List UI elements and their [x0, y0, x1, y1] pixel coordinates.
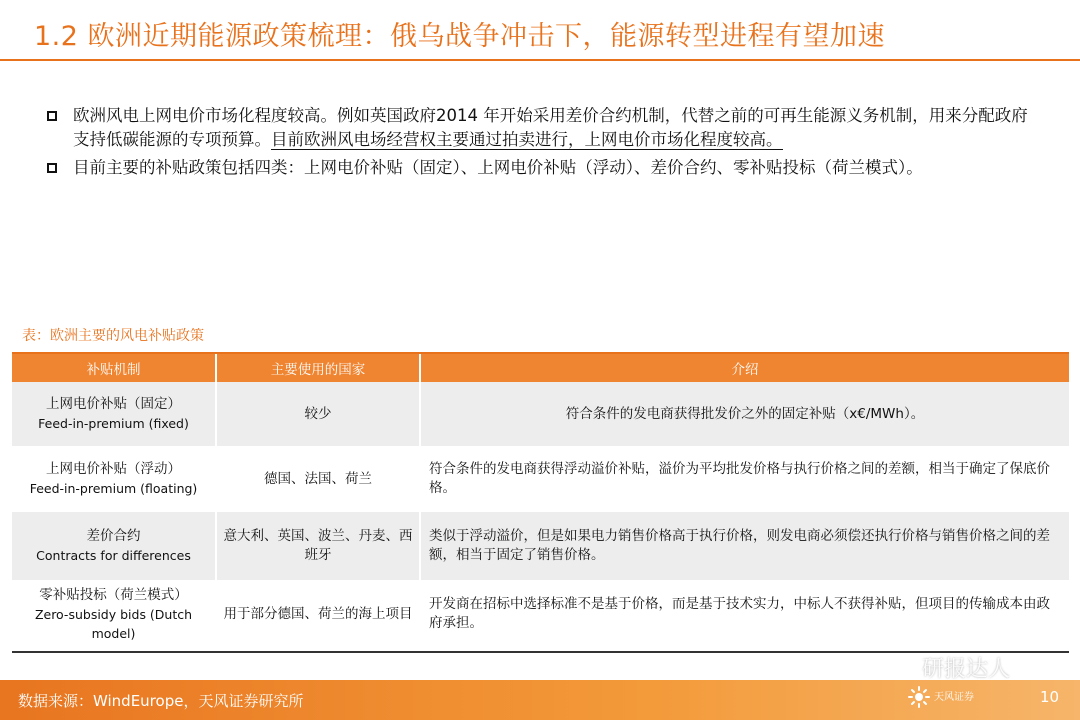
page-number: 10 [1040, 688, 1060, 706]
title-divider [0, 59, 1080, 61]
square-bullet-icon [47, 163, 57, 173]
mechanism-cell [12, 580, 216, 648]
mechanism-en: Zero-subsidy bids (Dutch model) [34, 606, 193, 641]
bullet-item [45, 104, 1035, 152]
table-row [12, 382, 1069, 446]
bullet-text [73, 156, 1035, 180]
table-header-intro: 介绍 [420, 354, 1069, 382]
countries-cell: 用于部分德国、荷兰的海上项目 [216, 580, 420, 648]
bullet-text-part: 欧洲风电上网电价市场化程度较高。例如英国政府2014 年开始采用差价合约机制，代替之前的可再生能源义务机制，用来分配政府支持低碳能源的专项预算。 [73, 106, 1028, 149]
sun-logo-icon [908, 686, 930, 708]
bullet-text-part: 目前主要的补贴政策包括四类：上网电价补贴（固定）、上网电价补贴（浮动）、差价合约、零补贴投标（荷兰模式）。 [73, 158, 923, 177]
table-header-mechanism: 补贴机制 [12, 354, 216, 382]
square-bullet-icon [47, 111, 57, 121]
table-row [12, 512, 1069, 580]
countries-cell: 较少 [216, 382, 420, 446]
mechanism-cn: 差价合约 [86, 528, 141, 544]
intro-cell: 符合条件的发电商获得浮动溢价补贴，溢价为平均批发价格与执行价格之间的差额，相当于确定了保底价格。 [420, 446, 1069, 512]
wechat-icon [888, 657, 916, 679]
intro-cell: 开发商在招标中选择标准不是基于价格，而是基于技术实力，中标人不获得补贴，但项目的传输成本由政府承担。 [420, 580, 1069, 648]
table-row [12, 446, 1069, 512]
bullet-list [45, 104, 1035, 184]
intro-cell: 符合条件的发电商获得批发价之外的固定补贴（x€/MWh）。 [420, 382, 1069, 446]
mechanism-cell [12, 382, 216, 446]
table-row [12, 580, 1069, 648]
table-header-countries: 主要使用的国家 [216, 354, 420, 382]
mechanism-cell [12, 512, 216, 580]
mechanism-en: Feed-in-premium (fixed) [38, 416, 189, 431]
mechanism-cn: 上网电价补贴（浮动） [46, 461, 181, 477]
table-caption: 表：欧洲主要的风电补贴政策 [22, 328, 204, 344]
mechanism-cn: 零补贴投标（荷兰模式） [39, 586, 188, 603]
mechanism-cell [12, 446, 216, 512]
bullet-text [73, 104, 1035, 152]
subsidy-table [12, 352, 1069, 653]
bullet-item [45, 156, 1035, 180]
countries-cell: 意大利、英国、波兰、丹麦、西班牙 [216, 512, 420, 580]
logo-text: 天风证券 [934, 691, 974, 703]
watermark-text: 研报达人 [922, 657, 1011, 682]
countries-cell: 德国、法国、荷兰 [216, 446, 420, 512]
bullet-text-underlined: 目前欧洲风电场经营权主要通过拍卖进行，上网电价市场化程度较高。 [271, 130, 783, 149]
intro-cell: 类似于浮动溢价，但是如果电力销售价格高于执行价格，则发电商必须偿还执行价格与销售价格之间的差额，相当于固定了销售价格。 [420, 512, 1069, 580]
company-logo [908, 686, 974, 708]
mechanism-en: Feed-in-premium (floating) [29, 481, 198, 496]
data-source: 数据来源：WindEurope，天风证券研究所 [18, 692, 304, 710]
page-title: 1.2 欧洲近期能源政策梳理：俄乌战争冲击下，能源转型进程有望加速 [34, 21, 886, 52]
mechanism-en: Contracts for differences [36, 548, 191, 563]
mechanism-cn: 上网电价补贴（固定） [46, 396, 181, 412]
watermark [888, 652, 1010, 683]
